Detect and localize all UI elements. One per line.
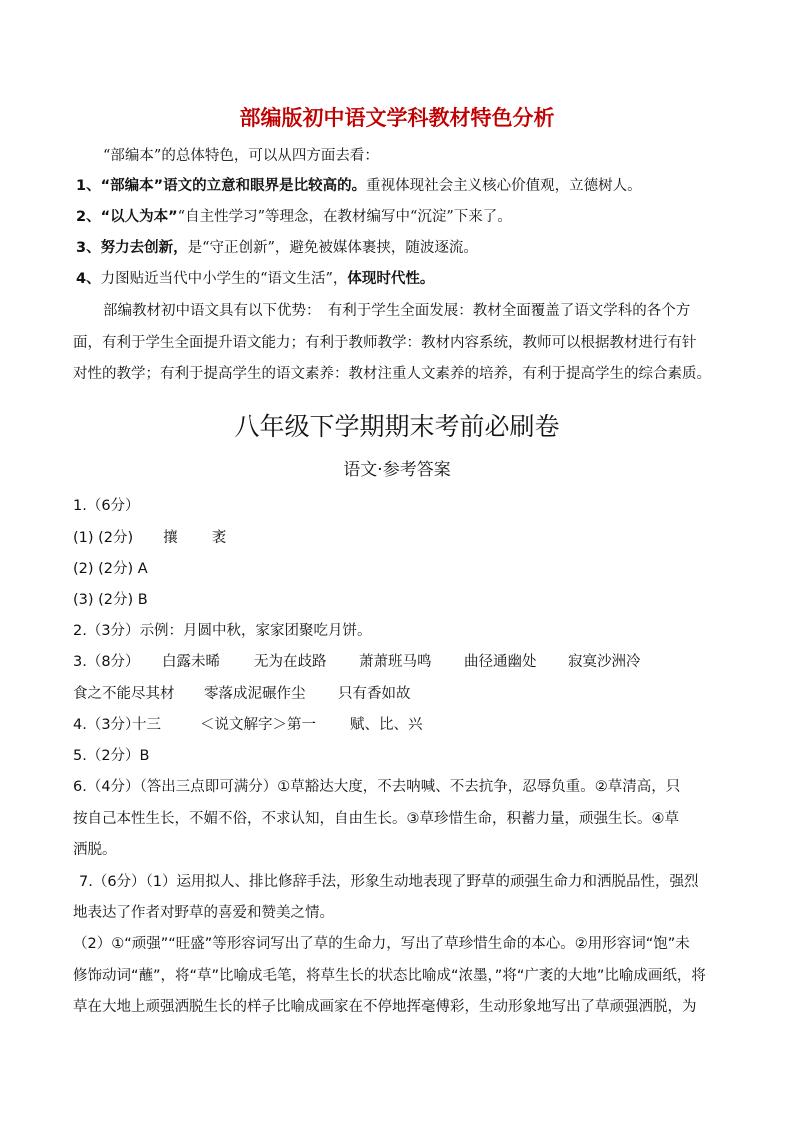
q7-line-4: 修饰动词“蘸”，将“草”比喻成毛笔，将草生长的状态比喻成“浓墨，”将“广袤的大地”比喻成画纸，将 bbox=[73, 968, 706, 984]
q7-text: （1）运用拟人、排比修辞手法，形象生动地表现了野草的顽强生命力和洒脱品性，强烈 bbox=[145, 874, 699, 890]
feature-3-text: 是“守正创新”，避免被媒体裹挟，随波逐流。 bbox=[187, 240, 478, 256]
q1-label: 1.（6分） bbox=[73, 498, 140, 514]
q3-answer: 零落成泥碾作尘 bbox=[204, 686, 306, 702]
q2 bbox=[73, 621, 372, 641]
q1-1 bbox=[73, 528, 226, 548]
feature-2 bbox=[76, 207, 512, 227]
q6-text: （答出三点即可满分）①草豁达大度，不去呐喊、不去抗争，忍辱负重。②草清高，只 bbox=[139, 779, 681, 795]
q4-answer: ＜说文解字＞第一 bbox=[200, 717, 316, 733]
q5: 5.（2分）B bbox=[73, 748, 150, 764]
q4-answer: 赋、比、兴 bbox=[350, 717, 423, 733]
feature-2-bold: 2、“以人为本” bbox=[76, 209, 178, 225]
feature-1-text: 重视体现社会主义核心价值观，立德树人。 bbox=[366, 178, 642, 194]
q3-answer: 曲径通幽处 bbox=[464, 654, 537, 670]
q7-line-1 bbox=[79, 872, 699, 892]
q1-1-label: (1) (2分) bbox=[73, 530, 134, 546]
q7-line-2: 地表达了作者对野草的喜爱和赞美之情。 bbox=[73, 905, 334, 921]
feature-2-text: “自主性学习”等理念，在教材编写中“沉淀”下来了。 bbox=[177, 209, 512, 225]
advantages-line-3: 对性的教学；有利于提高学生的语文素养：教材注重人文素养的培养，有利于提高学生的综合素质。 bbox=[73, 366, 711, 382]
feature-1-bold: 1、“部编本”语文的立意和眼界是比较高的。 bbox=[76, 178, 367, 194]
q3-answer: 白露未晞 bbox=[162, 654, 220, 670]
document-title: 部编版初中语文学科教材特色分析 bbox=[239, 106, 555, 130]
q6-line-3: 洒脱。 bbox=[73, 842, 117, 858]
q3-label: 3.（8分） bbox=[73, 654, 140, 670]
q3-answer: 萧萧班马鸣 bbox=[359, 654, 432, 670]
q4-answer: 十三 bbox=[132, 717, 161, 733]
feature-4-text: 力图贴近当代中小学生的“语文生活”， bbox=[100, 271, 348, 287]
q6-label: 6.（4分） bbox=[73, 779, 140, 795]
q3-answer: 无为在歧路 bbox=[254, 654, 327, 670]
q1-2: (2) (2分) A bbox=[73, 561, 148, 577]
feature-4 bbox=[76, 269, 434, 289]
feature-4-bold: 4、 bbox=[76, 271, 101, 287]
intro-text: “部编本”的总体特色，可以从四方面去看： bbox=[103, 148, 379, 164]
q7-label: 7.（6分） bbox=[79, 874, 146, 890]
q6-line-2: 按自己本性生长，不媚不俗，不求认知，自由生长。③草珍惜生命，积蓄力量，顽强生长。④草 bbox=[73, 811, 679, 827]
q7-line-5: 草在大地上顽强洒脱生长的样子比喻成画家在不停地挥毫傅彩，生动形象地写出了草顽强洒脱，为 bbox=[73, 999, 697, 1015]
q4-label: 4.（3分） bbox=[73, 717, 140, 733]
advantages-line-1: 部编教材初中语文具有以下优势： 有利于学生全面发展：教材全面覆盖了语文学科的各个方 bbox=[103, 303, 691, 319]
feature-3-bold: 3、努力去创新， bbox=[76, 240, 188, 256]
q1-3: (3) (2分) B bbox=[73, 592, 148, 608]
feature-4-bold-end: 体现时代性。 bbox=[347, 271, 435, 287]
feature-1 bbox=[76, 176, 642, 196]
q3-answer: 食之不能尽其材 bbox=[73, 686, 175, 702]
exam-title: 八年级下学期期末考前必刷卷 bbox=[234, 412, 560, 441]
q1-1-answer-1: 攘 bbox=[163, 530, 178, 546]
advantages-line-2: 面，有利于学生全面提升语文能力；有利于教师教学：教材内容系统，教师可以根据教材进行有针 bbox=[73, 335, 697, 351]
feature-3 bbox=[76, 238, 478, 258]
q3-answer: 寂寞沙洲冷 bbox=[568, 654, 641, 670]
q6-line-1 bbox=[73, 777, 680, 797]
q2-label: 2.（3分） bbox=[73, 623, 140, 639]
exam-subtitle: 语文·参考答案 bbox=[343, 460, 451, 480]
q2-text: 示例：月圆中秋，家家团聚吃月饼。 bbox=[139, 623, 372, 639]
q3-answer: 只有香如故 bbox=[338, 686, 411, 702]
q1-1-answer-2: 袤 bbox=[211, 530, 227, 546]
q7-line-3: （2）①“顽强”“旺盛”等形容词写出了草的生命力，写出了草珍惜生命的本心。②用形容词“饱”未 bbox=[73, 936, 690, 952]
